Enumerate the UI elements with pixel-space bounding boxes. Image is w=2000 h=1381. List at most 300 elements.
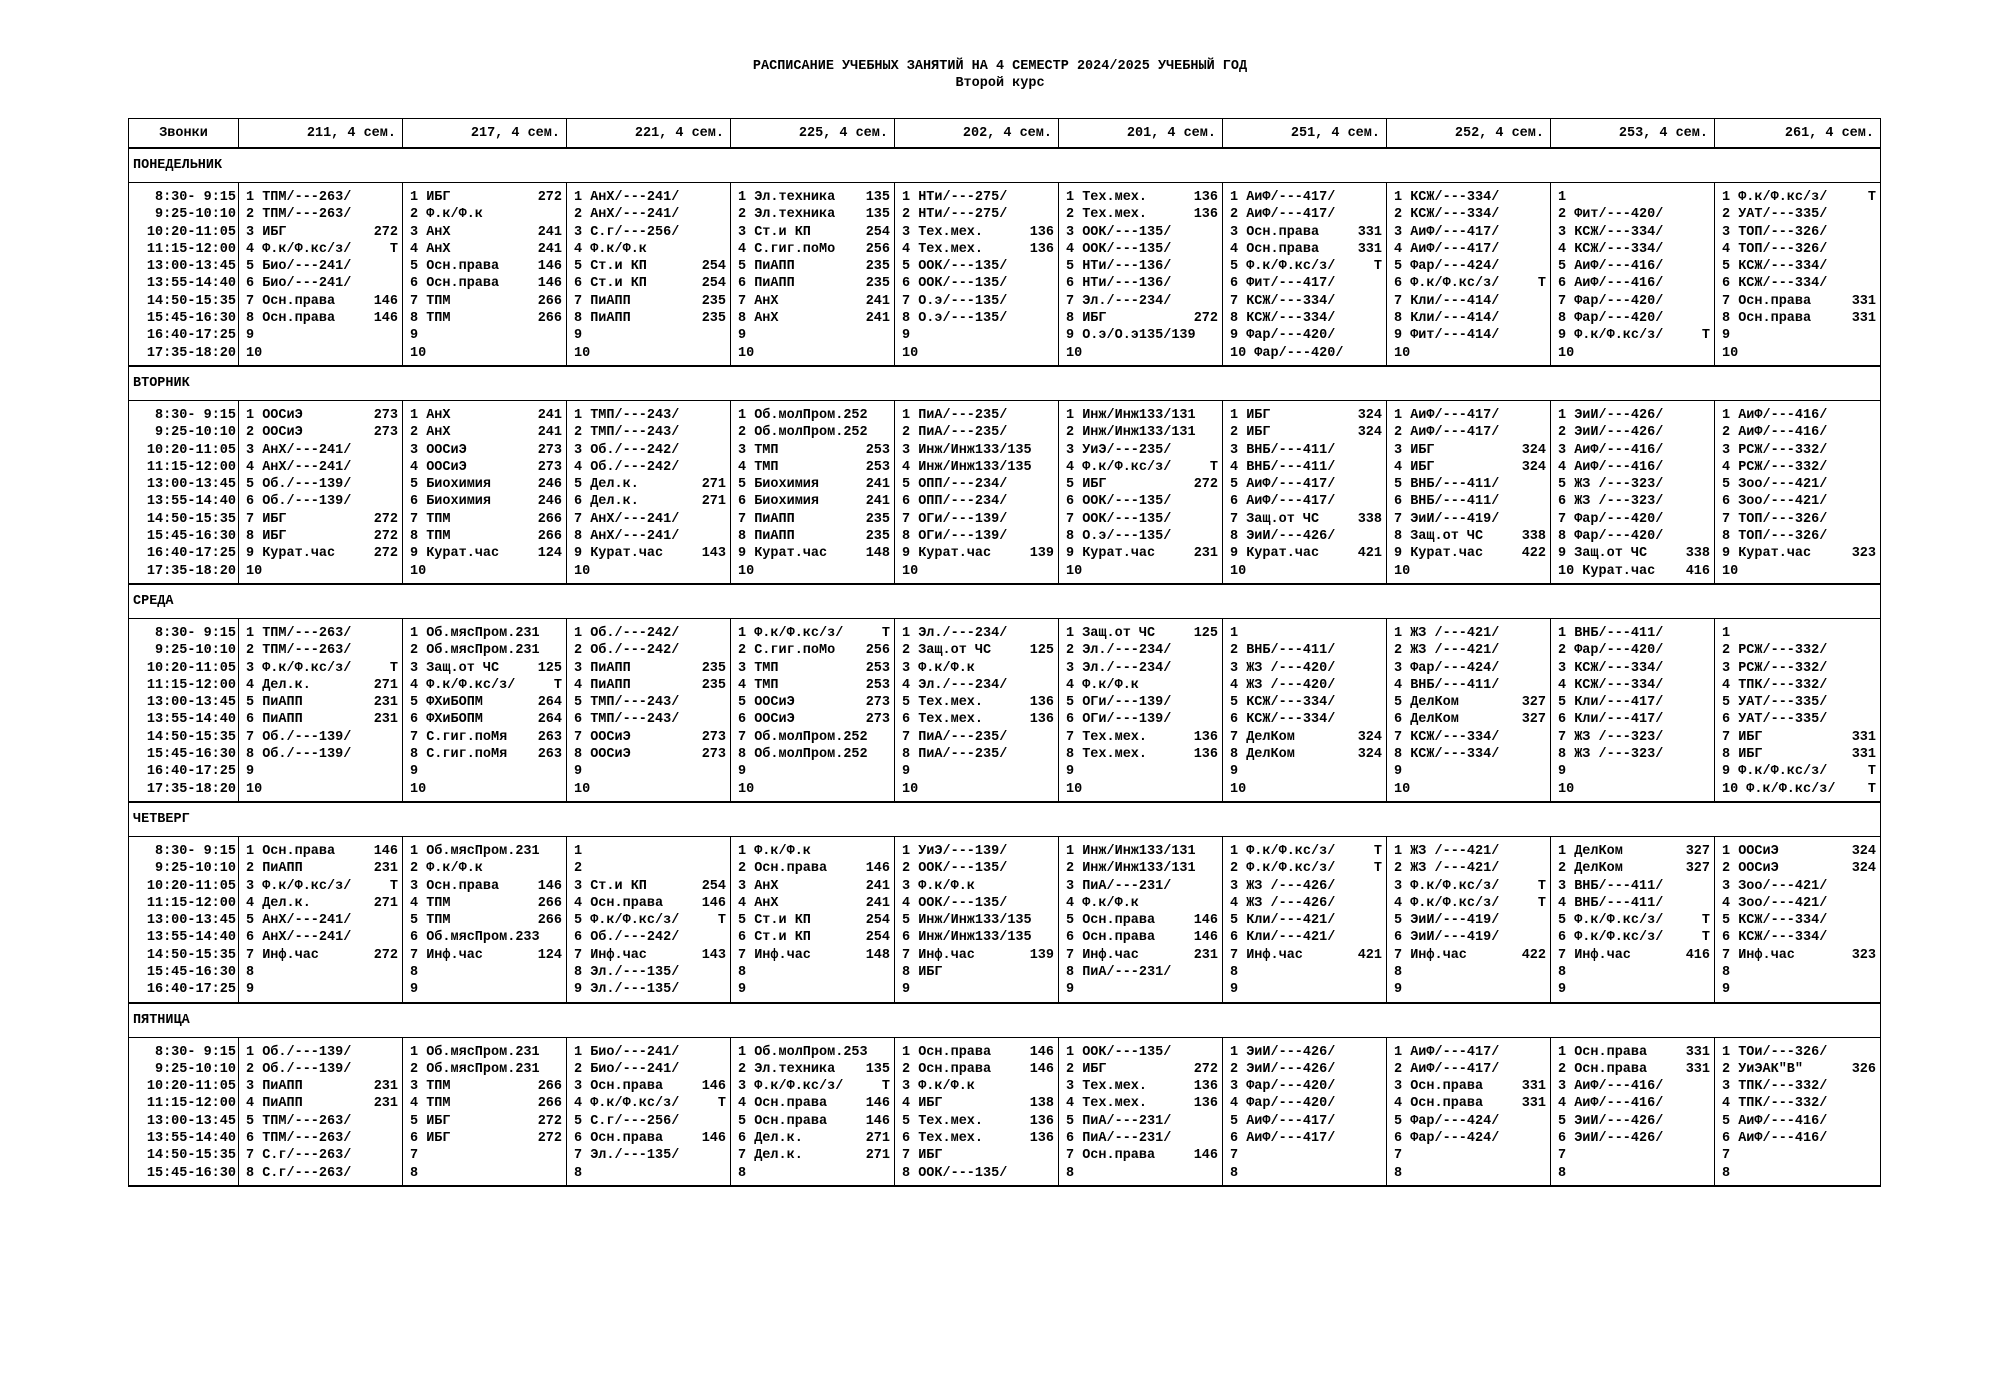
subject: 7 ПиАПП — [574, 293, 631, 309]
room-number: 273 — [537, 442, 562, 458]
lesson-cell: 9 — [403, 763, 567, 780]
lesson-cell — [1387, 878, 1551, 895]
room-number: 263 — [537, 747, 562, 763]
lesson-cell — [1223, 511, 1387, 528]
subject: 2 Тех.мех. — [1066, 207, 1148, 223]
subject: 5 Тех.мех. — [902, 1113, 984, 1129]
lesson-cell: 9 — [1715, 981, 1881, 1002]
lesson-cell — [1715, 1061, 1881, 1078]
lesson-cell: 6 ТПМ/---263/ — [239, 1130, 403, 1147]
lesson-cell: 6 ООК/---135/ — [1059, 493, 1223, 510]
lesson-cell — [239, 224, 403, 241]
lesson-cell: 2 — [567, 860, 731, 877]
lesson-row — [129, 1165, 1881, 1186]
lesson-cell: 6 Об.мясПром.233 — [403, 929, 567, 946]
lesson-cell: 4 АиФ/---416/ — [1551, 1095, 1715, 1112]
subject: 1 Тех.мех. — [1066, 190, 1148, 205]
lesson-cell: 5 ТПМ/---263/ — [239, 1113, 403, 1130]
lesson-cell: 9 — [895, 763, 1059, 780]
lesson-cell: 5 ЭиИ/---426/ — [1551, 1113, 1715, 1130]
subject: 7 Инф.час — [1722, 947, 1795, 963]
subject: 8 ИБГ — [1066, 311, 1107, 327]
lesson-cell: 5 Кли/---421/ — [1223, 912, 1387, 929]
room-number: Т — [1701, 328, 1710, 344]
bell-time: 11:15-12:00 — [129, 459, 239, 476]
lesson-cell — [239, 677, 403, 694]
lesson-cell — [895, 711, 1059, 728]
lesson-cell: 10 — [1059, 781, 1223, 802]
lesson-cell: 8 — [567, 1165, 731, 1186]
lesson-cell: 2 Ф.к/Ф.к — [403, 206, 567, 223]
room-number: 338 — [1357, 511, 1382, 527]
room-number: 272 — [1193, 1061, 1218, 1077]
lesson-cell — [895, 1037, 1059, 1061]
lesson-cell: 5 ВНБ/---411/ — [1387, 476, 1551, 493]
room-number: 136 — [1029, 712, 1054, 728]
room-number: 266 — [537, 1079, 562, 1095]
lesson-row — [129, 511, 1881, 528]
lesson-cell: 1 ВНБ/---411/ — [1551, 618, 1715, 642]
subject: 7 Осн.права — [1722, 293, 1812, 309]
lesson-cell: 1 Инж/Инж133/131 — [1059, 836, 1223, 860]
subject: 3 ТМП — [738, 442, 779, 458]
subject: 8 ООСиЭ — [574, 747, 631, 763]
lesson-cell — [403, 293, 567, 310]
lesson-cell — [1223, 947, 1387, 964]
lesson-cell: 1 ТПМ/---263/ — [239, 618, 403, 642]
lesson-cell: 9 — [731, 981, 895, 1002]
lesson-cell — [403, 528, 567, 545]
bell-time: 13:55-14:40 — [129, 711, 239, 728]
room-number: 146 — [865, 861, 890, 877]
room-number: Т — [1209, 459, 1218, 475]
room-number: 272 — [1193, 477, 1218, 493]
room-number: 272 — [1193, 311, 1218, 327]
room-number: Т — [1867, 764, 1876, 780]
lesson-cell — [239, 711, 403, 728]
lesson-cell: 1 Об.мясПром.231 — [403, 836, 567, 860]
lesson-cell — [403, 476, 567, 493]
lesson-cell: 3 ЖЗ /---426/ — [1223, 878, 1387, 895]
lesson-cell: 1 Об./---139/ — [239, 1037, 403, 1061]
room-number: 263 — [537, 729, 562, 745]
subject: 5 Ст.и КП — [574, 259, 647, 275]
lesson-cell: 9 Фит/---414/ — [1387, 327, 1551, 344]
room-number: 146 — [701, 1131, 726, 1147]
lesson-cell: 10 — [239, 563, 403, 584]
lesson-cell: 4 Эл./---234/ — [895, 677, 1059, 694]
lesson-cell: 8 — [1387, 1165, 1551, 1186]
subject: 1 Ф.к/Ф.кс/з/ — [1230, 843, 1336, 859]
lesson-cell: 8 — [1059, 1165, 1223, 1186]
lesson-cell: 3 Ф.к/Ф.к — [895, 878, 1059, 895]
lesson-cell: 6 Фит/---417/ — [1223, 275, 1387, 292]
lesson-cell — [1551, 327, 1715, 344]
room-number: 338 — [1521, 529, 1546, 545]
lesson-cell: 4 КСЖ/---334/ — [1551, 241, 1715, 258]
subject: 1 ДелКом — [1558, 843, 1623, 859]
room-number: 136 — [1193, 729, 1218, 745]
room-number: Т — [1537, 878, 1546, 894]
header-group-10: 261, 4 сем. — [1715, 119, 1881, 149]
room-number: 338 — [1685, 546, 1710, 562]
lesson-cell — [1387, 947, 1551, 964]
lesson-cell — [567, 545, 731, 562]
subject: 8 Защ.от ЧС — [1394, 529, 1484, 545]
subject: 7 ПиАПП — [738, 511, 795, 527]
lesson-cell: 1 ООК/---135/ — [1059, 1037, 1223, 1061]
lesson-cell — [567, 476, 731, 493]
lesson-cell — [567, 677, 731, 694]
room-number: Т — [1701, 930, 1710, 946]
subject: 6 ИБГ — [410, 1131, 451, 1147]
lesson-cell — [403, 878, 567, 895]
lesson-row — [129, 947, 1881, 964]
lesson-cell: 2 Об.мясПром.231 — [403, 1061, 567, 1078]
room-number: 241 — [865, 878, 890, 894]
lesson-cell — [1715, 183, 1881, 207]
lesson-cell: 5 Фар/---424/ — [1387, 258, 1551, 275]
lesson-cell: 10 — [567, 563, 731, 584]
lesson-cell: 9 — [731, 763, 895, 780]
bell-time: 9:25-10:10 — [129, 424, 239, 441]
lesson-cell — [1387, 711, 1551, 728]
lesson-cell: 7 Об./---139/ — [239, 729, 403, 746]
subject: 9 Курат.час — [1066, 546, 1156, 562]
lesson-cell: 7 ПиА/---235/ — [895, 729, 1059, 746]
lesson-cell — [403, 912, 567, 929]
lesson-cell: 6 Кли/---417/ — [1551, 711, 1715, 728]
lesson-cell: 5 ООК/---135/ — [895, 258, 1059, 275]
lesson-cell — [567, 275, 731, 292]
lesson-cell: 1 ЭиИ/---426/ — [1223, 1037, 1387, 1061]
room-number: 266 — [537, 511, 562, 527]
lesson-cell — [895, 1095, 1059, 1112]
subject: 3 ТПМ — [410, 1079, 451, 1095]
lesson-cell: 8 С.г/---263/ — [239, 1165, 403, 1186]
lesson-cell: 5 АиФ/---417/ — [1223, 1113, 1387, 1130]
lesson-row — [129, 528, 1881, 545]
bell-time: 17:35-18:20 — [129, 781, 239, 802]
lesson-cell: 10 — [895, 563, 1059, 584]
lesson-cell: 9 — [403, 981, 567, 1002]
room-number: Т — [717, 913, 726, 929]
room-number: 324 — [1357, 747, 1382, 763]
day-name: ВТОРНИК — [129, 366, 1881, 401]
room-number: 273 — [865, 712, 890, 728]
lesson-cell: 8 Об./---139/ — [239, 746, 403, 763]
day-header-row — [129, 802, 1881, 837]
lesson-cell: 3 АиФ/---416/ — [1551, 442, 1715, 459]
lesson-cell: 5 ПиА/---231/ — [1059, 1113, 1223, 1130]
bell-time: 14:50-15:35 — [129, 1147, 239, 1164]
lesson-cell: 1 — [1551, 183, 1715, 207]
subject: 4 ООСиЭ — [410, 459, 467, 475]
lesson-cell: 6 ЭиИ/---419/ — [1387, 929, 1551, 946]
room-number: 254 — [865, 913, 890, 929]
lesson-cell: 8 — [239, 964, 403, 981]
lesson-cell — [403, 711, 567, 728]
lesson-cell: 1 КСЖ/---334/ — [1387, 183, 1551, 207]
lesson-cell — [1223, 746, 1387, 763]
lesson-cell: 7 С.г/---263/ — [239, 1147, 403, 1164]
room-number: 416 — [1685, 563, 1710, 579]
subject: 2 Осн.права — [1558, 1061, 1648, 1077]
subject: 6 ДелКом — [1394, 712, 1459, 728]
subject: 4 Осн.права — [738, 1096, 828, 1112]
lesson-cell: 9 Фар/---420/ — [1223, 327, 1387, 344]
lesson-cell — [895, 1061, 1059, 1078]
subject: 5 ООСиЭ — [738, 695, 795, 711]
room-number: 231 — [373, 1096, 398, 1112]
subject: 3 Защ.от ЧС — [410, 660, 500, 676]
lesson-cell: 2 Об.мясПром.231 — [403, 642, 567, 659]
lesson-cell: 1 ПиА/---235/ — [895, 400, 1059, 424]
lesson-cell — [403, 677, 567, 694]
subject: 2 Эл.техника — [738, 207, 836, 223]
room-number: 146 — [373, 843, 398, 859]
lesson-cell — [1059, 545, 1223, 562]
bell-time: 11:15-12:00 — [129, 895, 239, 912]
lesson-cell: 7 ИБГ — [895, 1147, 1059, 1164]
room-number: 148 — [865, 947, 890, 963]
lesson-cell — [403, 694, 567, 711]
lesson-cell — [567, 895, 731, 912]
room-number: 146 — [1029, 1061, 1054, 1077]
bell-time: 8:30- 9:15 — [129, 183, 239, 207]
lesson-cell — [895, 694, 1059, 711]
lesson-cell — [1059, 183, 1223, 207]
lesson-cell — [1387, 528, 1551, 545]
lesson-row — [129, 964, 1881, 981]
subject: 4 Ф.к/Ф.кс/з/ — [1066, 459, 1172, 475]
lesson-cell: 8 ПиА/---231/ — [1059, 964, 1223, 981]
lesson-cell — [731, 878, 895, 895]
lesson-cell: 10 — [1551, 781, 1715, 802]
lesson-cell — [731, 860, 895, 877]
lesson-cell — [567, 1078, 731, 1095]
room-number: 272 — [373, 529, 398, 545]
lesson-cell: 1 — [1715, 618, 1881, 642]
lesson-cell: 3 ООК/---135/ — [1059, 224, 1223, 241]
lesson-cell: 9 — [1059, 981, 1223, 1002]
room-number: 241 — [537, 224, 562, 240]
subject: 8 ПиАПП — [738, 529, 795, 545]
lesson-cell: 6 АнХ/---241/ — [239, 929, 403, 946]
bell-time: 13:00-13:45 — [129, 476, 239, 493]
room-number: 323 — [1851, 546, 1876, 562]
room-number: 421 — [1357, 546, 1382, 562]
room-number: Т — [881, 1079, 890, 1095]
room-number: Т — [1537, 276, 1546, 292]
room-number: 273 — [537, 459, 562, 475]
room-number: 273 — [701, 729, 726, 745]
subject: 4 Осн.права — [574, 895, 664, 911]
subject: 3 Ст.и КП — [738, 224, 811, 240]
bell-time: 15:45-16:30 — [129, 1165, 239, 1186]
subject: 5 ПиАПП — [246, 695, 303, 711]
lesson-cell: 6 ОГи/---139/ — [1059, 711, 1223, 728]
room-number: 231 — [373, 712, 398, 728]
lesson-cell: 1 АнХ/---241/ — [567, 183, 731, 207]
lesson-cell — [403, 1095, 567, 1112]
lesson-cell: 4 ТПК/---332/ — [1715, 1095, 1881, 1112]
lesson-row — [129, 563, 1881, 584]
lesson-cell: 2 Об./---242/ — [567, 642, 731, 659]
subject: 2 Осн.права — [902, 1061, 992, 1077]
bell-time: 9:25-10:10 — [129, 206, 239, 223]
lesson-cell — [1059, 1061, 1223, 1078]
subject: 4 Осн.права — [1394, 1096, 1484, 1112]
lesson-cell — [239, 528, 403, 545]
lesson-cell — [567, 1095, 731, 1112]
lesson-row — [129, 1147, 1881, 1164]
lesson-cell — [403, 424, 567, 441]
lesson-row — [129, 493, 1881, 510]
lesson-cell: 6 ЖЗ /---323/ — [1551, 493, 1715, 510]
bell-time: 16:40-17:25 — [129, 327, 239, 344]
room-number: 422 — [1521, 546, 1546, 562]
room-number: 253 — [865, 660, 890, 676]
lesson-cell: 4 Ф.к/Ф.к — [1059, 895, 1223, 912]
room-number: 135 — [865, 1061, 890, 1077]
subject: 8 ДелКом — [1230, 747, 1295, 763]
subject: 7 Инф.час — [410, 947, 483, 963]
room-number: 324 — [1521, 459, 1546, 475]
subject: 3 Тех.мех. — [902, 224, 984, 240]
room-number: 272 — [537, 1131, 562, 1147]
room-number: 241 — [865, 494, 890, 510]
room-number: 231 — [373, 1079, 398, 1095]
lesson-cell: 10 — [731, 345, 895, 366]
lesson-cell — [1059, 729, 1223, 746]
lesson-cell: 5 АиФ/---417/ — [1223, 476, 1387, 493]
lesson-cell: 4 Ф.к/Ф.к — [567, 241, 731, 258]
room-number: 235 — [701, 293, 726, 309]
subject: 2 УиЭАК"В" — [1722, 1061, 1804, 1077]
lesson-row — [129, 836, 1881, 860]
lesson-cell: 10 — [1387, 563, 1551, 584]
lesson-cell: 6 ЭиИ/---426/ — [1551, 1130, 1715, 1147]
room-number: 271 — [701, 494, 726, 510]
bell-time: 13:00-13:45 — [129, 912, 239, 929]
lesson-cell: 5 КСЖ/---334/ — [1715, 912, 1881, 929]
lesson-cell: 1 ЭиИ/---426/ — [1551, 400, 1715, 424]
lesson-cell: 3 АиФ/---417/ — [1387, 224, 1551, 241]
lesson-cell: 5 С.г/---256/ — [567, 1113, 731, 1130]
lesson-cell — [1059, 206, 1223, 223]
lesson-cell — [567, 1130, 731, 1147]
subject: 9 Курат.час — [1230, 546, 1320, 562]
lesson-row — [129, 781, 1881, 802]
subject: 2 Осн.права — [738, 861, 828, 877]
lesson-cell: 7 — [1715, 1147, 1881, 1164]
lesson-cell: 10 — [1387, 781, 1551, 802]
lesson-cell: 7 Кли/---414/ — [1387, 293, 1551, 310]
lesson-cell: 5 Об./---139/ — [239, 476, 403, 493]
lesson-cell — [1223, 860, 1387, 877]
lesson-cell: 2 Эл./---234/ — [1059, 642, 1223, 659]
lesson-cell: 8 — [1223, 964, 1387, 981]
lesson-cell — [403, 511, 567, 528]
lesson-cell: 2 ЖЗ /---421/ — [1387, 642, 1551, 659]
lesson-row — [129, 476, 1881, 493]
lesson-cell — [1715, 293, 1881, 310]
lesson-cell: 3 АнХ/---241/ — [239, 442, 403, 459]
lesson-cell — [731, 895, 895, 912]
lesson-cell: 9 — [239, 981, 403, 1002]
subject: 7 Защ.от ЧС — [1230, 511, 1320, 527]
subject: 9 Курат.час — [246, 546, 336, 562]
lesson-cell — [731, 224, 895, 241]
lesson-cell: 5 НТи/---136/ — [1059, 258, 1223, 275]
room-number: 241 — [537, 425, 562, 441]
lesson-cell: 3 ТОП/---326/ — [1715, 224, 1881, 241]
lesson-cell: 7 ООК/---135/ — [1059, 511, 1223, 528]
schedule-body — [129, 148, 1881, 1186]
lesson-cell: 3 Ф.к/Ф.к — [895, 1078, 1059, 1095]
lesson-cell — [1059, 310, 1223, 327]
lesson-cell — [1059, 929, 1223, 946]
lesson-cell — [1551, 860, 1715, 877]
room-number: 327 — [1685, 843, 1710, 859]
lesson-cell: 5 АиФ/---416/ — [1551, 258, 1715, 275]
header-group-5: 202, 4 сем. — [895, 119, 1059, 149]
room-number: 266 — [537, 1096, 562, 1112]
lesson-cell — [1223, 258, 1387, 275]
subject: 6 Биохимия — [738, 494, 820, 510]
room-number: 324 — [1851, 861, 1876, 877]
lesson-cell: 1 Об.молПром.253 — [731, 1037, 895, 1061]
subject: 3 ПиАПП — [574, 660, 631, 676]
bell-time: 15:45-16:30 — [129, 746, 239, 763]
room-number: 421 — [1357, 947, 1382, 963]
lesson-cell: 3 Ф.к/Ф.к — [895, 660, 1059, 677]
room-number: 136 — [1029, 241, 1054, 257]
subject: 2 ПиАПП — [246, 861, 303, 877]
day-name: СРЕДА — [129, 584, 1881, 619]
lesson-cell — [731, 528, 895, 545]
lesson-cell — [567, 258, 731, 275]
subject: 1 Защ.от ЧС — [1066, 625, 1156, 641]
lesson-cell: 8 ПиА/---235/ — [895, 746, 1059, 763]
header-group-4: 225, 4 сем. — [731, 119, 895, 149]
lesson-cell — [403, 224, 567, 241]
subject: 7 ИБГ — [1722, 729, 1763, 745]
lesson-cell: 1 Био/---241/ — [567, 1037, 731, 1061]
subject: 5 ИБГ — [1066, 477, 1107, 493]
lesson-row — [129, 327, 1881, 344]
room-number: Т — [1373, 259, 1382, 275]
room-number: Т — [1373, 861, 1382, 877]
lesson-cell — [403, 729, 567, 746]
lesson-cell — [1551, 836, 1715, 860]
lesson-cell — [731, 618, 895, 642]
subject: 10 Ф.к/Ф.кс/з/ — [1722, 781, 1836, 797]
lesson-cell: 8 КСЖ/---334/ — [1223, 310, 1387, 327]
lesson-row — [129, 442, 1881, 459]
lesson-cell: 8 — [1551, 964, 1715, 981]
lesson-row — [129, 183, 1881, 207]
lesson-cell: 1 ТПМ/---263/ — [239, 183, 403, 207]
room-number: 331 — [1685, 1061, 1710, 1077]
lesson-cell — [1223, 545, 1387, 562]
subject: 9 Курат.час — [410, 546, 500, 562]
lesson-cell — [1715, 310, 1881, 327]
subject: 1 ИБГ — [1230, 407, 1271, 423]
subject: 2 ДелКом — [1558, 861, 1623, 877]
lesson-cell: 5 Фар/---424/ — [1387, 1113, 1551, 1130]
